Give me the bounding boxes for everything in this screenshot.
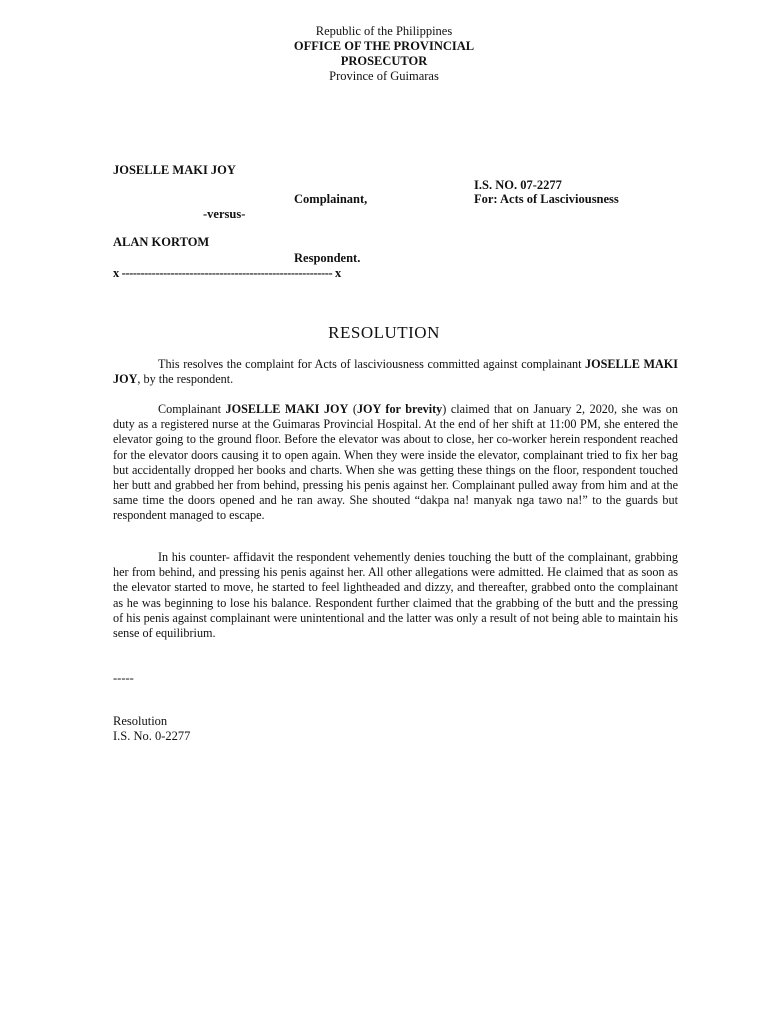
paragraph-complaint: Complainant JOSELLE MAKI JOY (JOY for brevity) claimed that on January 2, 2020, she was on duty as a registered nurse at the Guimaras Provincial Hospital. At the end of her shift at 11:00 PM, she entered the elevator going to the ground floor. Before the elevator was about to close, her co-worker herein respondent reached for the elevator doors causing it to open again. When they were inside the elevator, complainant tried to fix her bag but accidentally dropped her books and charts. When she was getting these things on the floor, respondent touched her butt and grabbed her from behind, pressing his penis against her. Complainant pulled away from him and at the same time the doors opened and he ran away. She shouted “dakpa na! manyak nga tawo na!” to the guards but respondent managed to escape. xyxy=(113,402,678,523)
complainant-label: Complainant, xyxy=(294,192,368,206)
caption-separator: x -------------------------------------------------------- x xyxy=(113,266,341,280)
header-province: Province of Guimaras xyxy=(329,69,439,83)
paragraph-intro: This resolves the complaint for Acts of lasciviousness committed against complainant JOSELLE MAKI JOY, by the respondent. xyxy=(113,357,678,387)
footer-case-number: I.S. No. 0-2277 xyxy=(113,729,191,743)
complainant-name: JOSELLE MAKI JOY xyxy=(113,163,236,177)
header-office: OFFICE OF THE PROVINCIAL xyxy=(293,39,475,53)
paragraph-counter-affidavit: In his counter- affidavit the respondent vehemently denies touching the butt of the complainant, grabbing her from behind, and pressing his penis against her. All other allegations were admitted. He claimed that as soon as the elevator started to move, he started to feel lightheaded and dizzy, and thereafter, grabbed onto the complainant as he was beginning to lose his balance. Respondent further claimed that the grabbing of the butt and the pressing of his penis against complainant were unintentional and the latter was only a result of not being able to maintain his sense of equilibrium. xyxy=(113,550,678,641)
case-number: I.S. NO. 07-2277 xyxy=(474,178,562,192)
document-title: RESOLUTION xyxy=(328,323,440,342)
header-republic: Republic of the Philippines xyxy=(315,24,453,38)
offense-label: For: Acts of Lasciviousness xyxy=(474,192,619,206)
versus-label: -versus- xyxy=(203,207,246,221)
respondent-name: ALAN KORTOM xyxy=(113,235,210,249)
respondent-label: Respondent. xyxy=(294,251,361,265)
footer-resolution: Resolution xyxy=(113,714,168,728)
dashes-divider: ----- xyxy=(113,671,134,685)
header-prosecutor: PROSECUTOR xyxy=(340,54,428,68)
